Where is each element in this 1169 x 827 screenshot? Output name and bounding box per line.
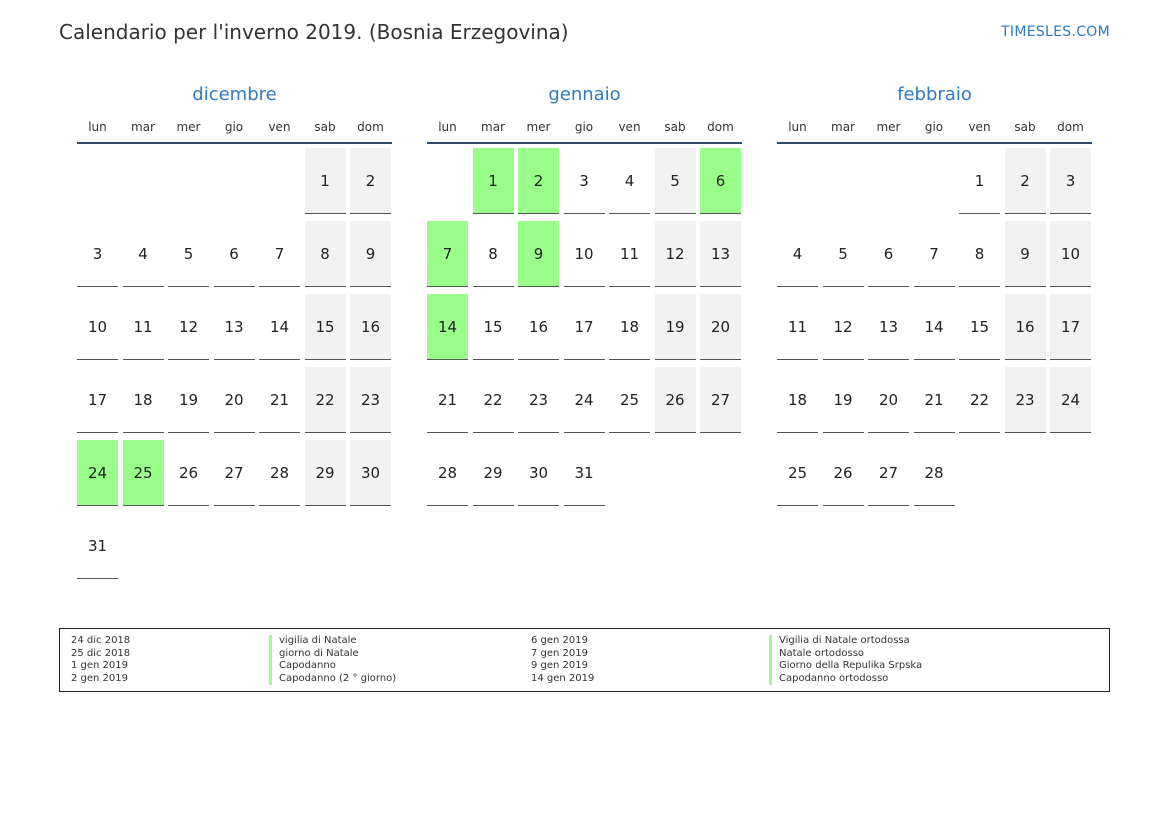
- day-cell[interactable]: 23: [518, 367, 559, 433]
- day-cell[interactable]: 18: [609, 294, 650, 360]
- day-cell[interactable]: 10: [77, 294, 118, 360]
- day-cell[interactable]: 23: [1005, 367, 1046, 433]
- weekday-label: dom: [357, 120, 384, 134]
- legend-holiday-name: Natale ortodosso: [769, 648, 922, 661]
- legend-dates-1: [71, 635, 130, 685]
- day-cell[interactable]: 22: [305, 367, 346, 433]
- holiday-legend: [59, 628, 1110, 692]
- day-cell[interactable]: 19: [823, 367, 864, 433]
- legend-names-2: [769, 635, 922, 685]
- day-cell[interactable]: 7: [427, 221, 468, 287]
- day-cell[interactable]: 27: [214, 440, 255, 506]
- day-cell[interactable]: 27: [868, 440, 909, 506]
- weekday-label: ven: [618, 120, 641, 134]
- legend-dates-2: [531, 635, 594, 685]
- day-cell[interactable]: 30: [350, 440, 391, 506]
- day-cell[interactable]: 24: [564, 367, 605, 433]
- day-cell[interactable]: 14: [259, 294, 300, 360]
- weekday-label: dom: [1057, 120, 1084, 134]
- weekday-label: gio: [224, 120, 244, 134]
- day-cell[interactable]: 8: [959, 221, 1000, 287]
- day-cell[interactable]: 14: [427, 294, 468, 360]
- day-cell[interactable]: 3: [564, 148, 605, 214]
- day-cell[interactable]: 21: [427, 367, 468, 433]
- day-cell[interactable]: 4: [777, 221, 818, 287]
- weekday-label: sab: [664, 120, 686, 134]
- day-cell[interactable]: 15: [473, 294, 514, 360]
- weekday-label: gio: [924, 120, 944, 134]
- day-cell[interactable]: 22: [959, 367, 1000, 433]
- day-cell[interactable]: 21: [914, 367, 955, 433]
- day-cell[interactable]: 6: [868, 221, 909, 287]
- day-cell[interactable]: 7: [259, 221, 300, 287]
- day-cell[interactable]: 4: [609, 148, 650, 214]
- day-cell[interactable]: 27: [700, 367, 741, 433]
- day-cell[interactable]: 12: [168, 294, 209, 360]
- legend-date: 2 gen 2019: [71, 672, 129, 684]
- day-cell[interactable]: 4: [123, 221, 164, 287]
- day-cell[interactable]: 13: [214, 294, 255, 360]
- day-cell[interactable]: 16: [518, 294, 559, 360]
- legend-names-1: [269, 635, 396, 685]
- day-cell[interactable]: 25: [123, 440, 164, 506]
- day-cell[interactable]: 30: [518, 440, 559, 506]
- day-cell[interactable]: 18: [777, 367, 818, 433]
- day-cell[interactable]: 5: [823, 221, 864, 287]
- day-cell[interactable]: 17: [564, 294, 605, 360]
- day-cell[interactable]: 25: [609, 367, 650, 433]
- day-cell[interactable]: 11: [609, 221, 650, 287]
- weekday-label: lun: [438, 120, 457, 134]
- day-cell[interactable]: 28: [914, 440, 955, 506]
- day-cell[interactable]: 13: [868, 294, 909, 360]
- month-0: [77, 84, 392, 555]
- day-cell[interactable]: 16: [1005, 294, 1046, 360]
- weekday-label: ven: [268, 120, 291, 134]
- day-cell[interactable]: 24: [1050, 367, 1091, 433]
- weekday-header: [777, 118, 1092, 144]
- day-cell[interactable]: 29: [305, 440, 346, 506]
- day-cell[interactable]: 5: [655, 148, 696, 214]
- day-cell[interactable]: 7: [914, 221, 955, 287]
- day-cell[interactable]: 2: [350, 148, 391, 214]
- day-cell[interactable]: 31: [564, 440, 605, 506]
- day-cell[interactable]: 15: [959, 294, 1000, 360]
- legend-holiday-name: Capodanno ortodosso: [769, 673, 922, 686]
- day-cell[interactable]: 19: [168, 367, 209, 433]
- day-cell[interactable]: 15: [305, 294, 346, 360]
- day-cell[interactable]: 6: [700, 148, 741, 214]
- day-cell[interactable]: 28: [427, 440, 468, 506]
- weekday-label: dom: [707, 120, 734, 134]
- weekday-label: ven: [968, 120, 991, 134]
- day-cell[interactable]: 8: [473, 221, 514, 287]
- day-cell[interactable]: 3: [1050, 148, 1091, 214]
- weekday-label: mar: [831, 120, 855, 134]
- legend-holiday-name: Capodanno: [269, 660, 396, 673]
- day-cell[interactable]: 9: [518, 221, 559, 287]
- day-cell[interactable]: 6: [214, 221, 255, 287]
- legend-holiday-name: Capodanno (2 ° giorno): [269, 673, 396, 686]
- day-cell[interactable]: 26: [168, 440, 209, 506]
- day-cell[interactable]: 9: [1005, 221, 1046, 287]
- weekday-label: mer: [176, 120, 201, 134]
- weekday-label: lun: [88, 120, 107, 134]
- day-cell[interactable]: 25: [777, 440, 818, 506]
- day-cell[interactable]: 20: [868, 367, 909, 433]
- day-cell[interactable]: 12: [655, 221, 696, 287]
- day-cell[interactable]: 1: [959, 148, 1000, 214]
- legend-holiday-name: Vigilia di Natale ortodossa: [769, 635, 922, 648]
- day-cell[interactable]: 26: [655, 367, 696, 433]
- day-cell[interactable]: 11: [777, 294, 818, 360]
- month-1: [427, 84, 742, 482]
- day-cell[interactable]: 24: [77, 440, 118, 506]
- day-cell[interactable]: 13: [700, 221, 741, 287]
- weekday-label: lun: [788, 120, 807, 134]
- legend-date: 6 gen 2019: [531, 635, 589, 646]
- page-title: Calendario per l'inverno 2019. (Bosnia Erzegovina): [59, 20, 569, 44]
- brand-link[interactable]: TIMESLES.COM: [1001, 24, 1110, 40]
- day-cell[interactable]: 23: [350, 367, 391, 433]
- day-cell[interactable]: 2: [1005, 148, 1046, 214]
- day-cell[interactable]: 21: [259, 367, 300, 433]
- day-cell[interactable]: 19: [655, 294, 696, 360]
- legend-date: 25 dic 2018: [71, 647, 131, 659]
- weekday-header: [427, 118, 742, 144]
- legend-holiday-name: giorno di Natale: [269, 648, 396, 661]
- legend-date: 24 dic 2018: [71, 635, 131, 646]
- day-cell[interactable]: 26: [823, 440, 864, 506]
- day-cell[interactable]: 1: [305, 148, 346, 214]
- month-title: dicembre: [192, 84, 277, 105]
- day-cell[interactable]: 11: [123, 294, 164, 360]
- day-cell[interactable]: 10: [1050, 221, 1091, 287]
- day-cell[interactable]: 17: [1050, 294, 1091, 360]
- month-2: [777, 84, 1092, 482]
- day-cell[interactable]: 14: [914, 294, 955, 360]
- day-cell[interactable]: 3: [77, 221, 118, 287]
- day-cell[interactable]: 12: [823, 294, 864, 360]
- legend-date: 9 gen 2019: [531, 660, 589, 671]
- legend-holiday-name: vigilia di Natale: [269, 635, 396, 648]
- month-title: febbraio: [897, 84, 972, 105]
- day-cell[interactable]: 16: [350, 294, 391, 360]
- day-cell[interactable]: 9: [350, 221, 391, 287]
- month-title: gennaio: [548, 84, 621, 105]
- weekday-label: mar: [131, 120, 155, 134]
- day-cell[interactable]: 5: [168, 221, 209, 287]
- day-cell[interactable]: 1: [473, 148, 514, 214]
- legend-holiday-name: Giorno della Repulika Srpska: [769, 660, 922, 673]
- weekday-label: gio: [574, 120, 594, 134]
- day-cell[interactable]: 20: [700, 294, 741, 360]
- day-cell[interactable]: 20: [214, 367, 255, 433]
- day-cell[interactable]: 29: [473, 440, 514, 506]
- legend-date: 7 gen 2019: [531, 647, 589, 659]
- weekday-label: sab: [1014, 120, 1036, 134]
- weekday-label: sab: [314, 120, 336, 134]
- day-cell[interactable]: 8: [305, 221, 346, 287]
- weekday-header: [77, 118, 392, 144]
- day-cell[interactable]: 17: [77, 367, 118, 433]
- legend-date: 14 gen 2019: [531, 672, 595, 684]
- weekday-label: mer: [526, 120, 551, 134]
- day-cell[interactable]: 18: [123, 367, 164, 433]
- day-cell[interactable]: 28: [259, 440, 300, 506]
- day-cell[interactable]: 2: [518, 148, 559, 214]
- day-cell[interactable]: 10: [564, 221, 605, 287]
- weekday-label: mar: [481, 120, 505, 134]
- legend-date: 1 gen 2019: [71, 660, 129, 671]
- weekday-label: mer: [876, 120, 901, 134]
- day-cell[interactable]: 31: [77, 513, 118, 579]
- day-cell[interactable]: 22: [473, 367, 514, 433]
